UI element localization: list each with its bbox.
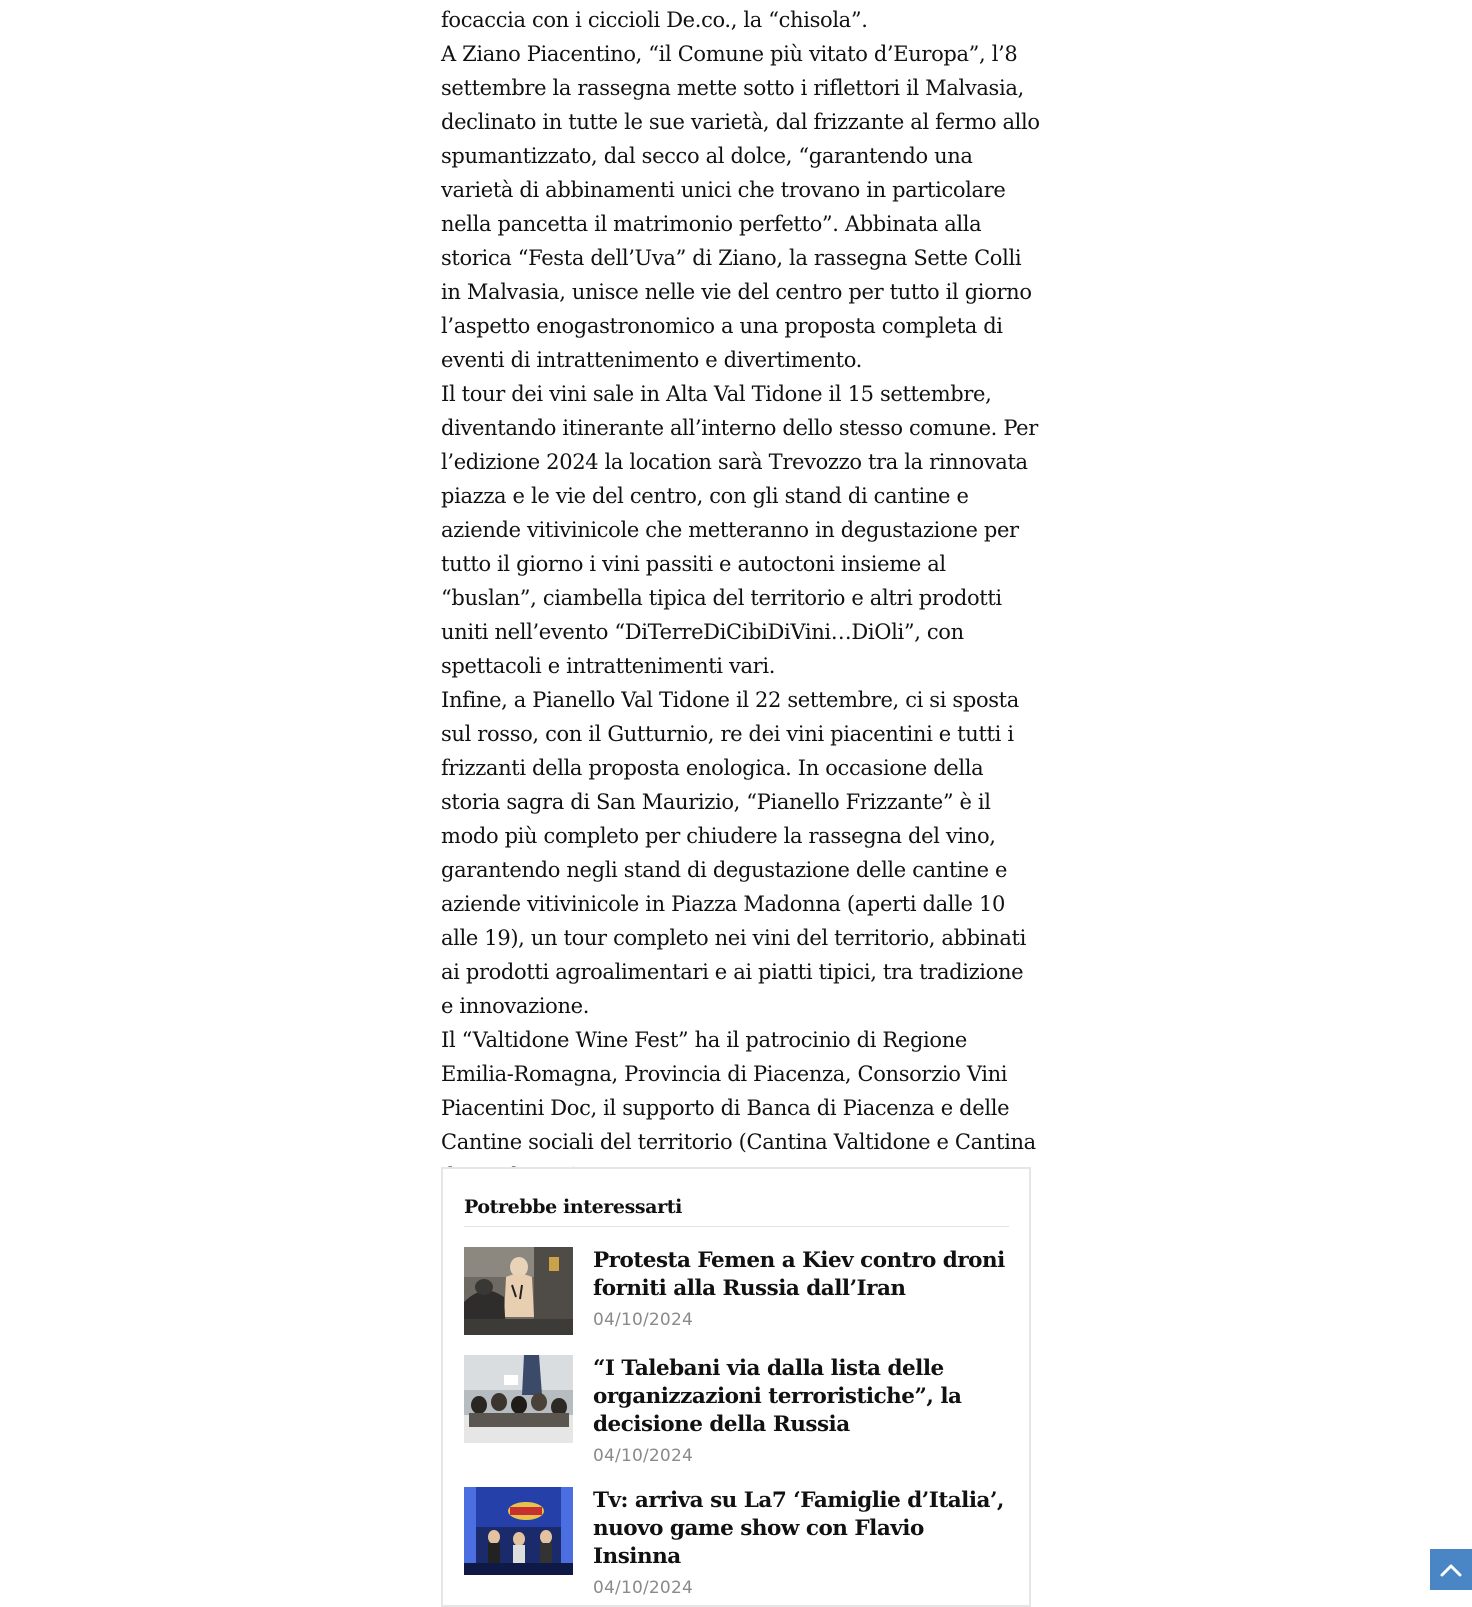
related-title: Potrebbe interessarti <box>464 1196 682 1218</box>
related-header <box>464 1195 1009 1227</box>
taliban-group-thumbnail[interactable] <box>464 1355 573 1443</box>
related-date: 04/10/2024 <box>593 1578 693 1598</box>
article-paragraph: focaccia con i ciccioli De.co., la “chisola”. <box>441 8 868 32</box>
related-date: 04/10/2024 <box>593 1446 693 1466</box>
related-headline[interactable]: Protesta Femen a Kiev contro droni forniti alla Russia dall’Iran <box>593 1248 1005 1301</box>
chevron-up-icon <box>1440 1563 1462 1577</box>
femen-protest-photo-icon <box>464 1247 573 1335</box>
article-paragraph: Il tour dei vini sale in Alta Val Tidone il 15 settembre, diventando itinerante all’interno dello stesso comune. Per l’edizione 2024 la location sarà Trevozzo tra la rinnovata piazza e le vie del centro, con gli stand di cantine e aziende vitivinicole che metteranno in degustazione per tutto il giorno i vini passiti e autoctoni insieme al “buslan”, ciambella tipica del territorio e altri prodotti uniti nell’evento “DiTerreDiCibiDiVini…DiOli”, con spettacoli e intrattenimenti vari. <box>441 382 1038 678</box>
article-paragraph: Infine, a Pianello Val Tidone il 22 settembre, ci si sposta sul rosso, con il Gutturnio, re dei vini piacentini e tutti i frizzanti della proposta enologica. In occasione della storia sagra di San Maurizio, “Pianello Frizzante” è il modo più completo per chiudere la rassegna del vino, garantendo negli stand di degustazione delle cantine e aziende vitivinicole in Piazza Madonna (aperti dalle 10 alle 19), un tour completo nei vini del territorio, abbinati ai prodotti agroalimentari e ai piatti tipici, tra tradizione e innovazione. <box>441 688 1026 1018</box>
related-date: 04/10/2024 <box>593 1310 693 1330</box>
game-show-thumbnail[interactable] <box>464 1487 573 1575</box>
related-headline[interactable]: Tv: arriva su La7 ‘Famiglie d’Italia’, nuovo game show con Flavio Insinna <box>593 1488 1004 1569</box>
scroll-top-button[interactable] <box>1430 1549 1472 1590</box>
article-paragraph: A Ziano Piacentino, “il Comune più vitato d’Europa”, l’8 settembre la rassegna mette sotto i riflettori il Malvasia, declinato in tutte le sue varietà, dal frizzante al fermo allo spumantizzato, dal secco al dolce, “garantendo una varietà di abbinamenti unici che trovano in particolare nella pancetta il matrimonio perfetto”. Abbinata alla storica “Festa dell’Uva” di Ziano, la rassegna Sette Colli in Malvasia, unisce nelle vie del centro per tutto il giorno l’aspetto enogastronomico a una proposta completa di eventi di intrattenimento e divertimento. <box>441 42 1040 372</box>
related-articles-box <box>441 1167 1031 1607</box>
femen-protest-thumbnail[interactable] <box>464 1247 573 1335</box>
article-body <box>441 0 1041 1193</box>
game-show-studio-photo-icon <box>464 1487 573 1575</box>
taliban-group-photo-icon <box>464 1355 573 1443</box>
article-paragraph: Il “Valtidone Wine Fest” ha il patrocinio di Regione Emilia-Romagna, Provincia di Piacenza, Consorzio Vini Piacentini Doc, il supporto di Banca di Piacenza e delle Cantine sociali del territorio (Cantina Valtidone e Cantina <box>441 1028 1036 1154</box>
related-headline[interactable]: “I Talebani via dalla lista delle organizzazioni terroristiche”, la decisione della Russia <box>593 1356 962 1437</box>
